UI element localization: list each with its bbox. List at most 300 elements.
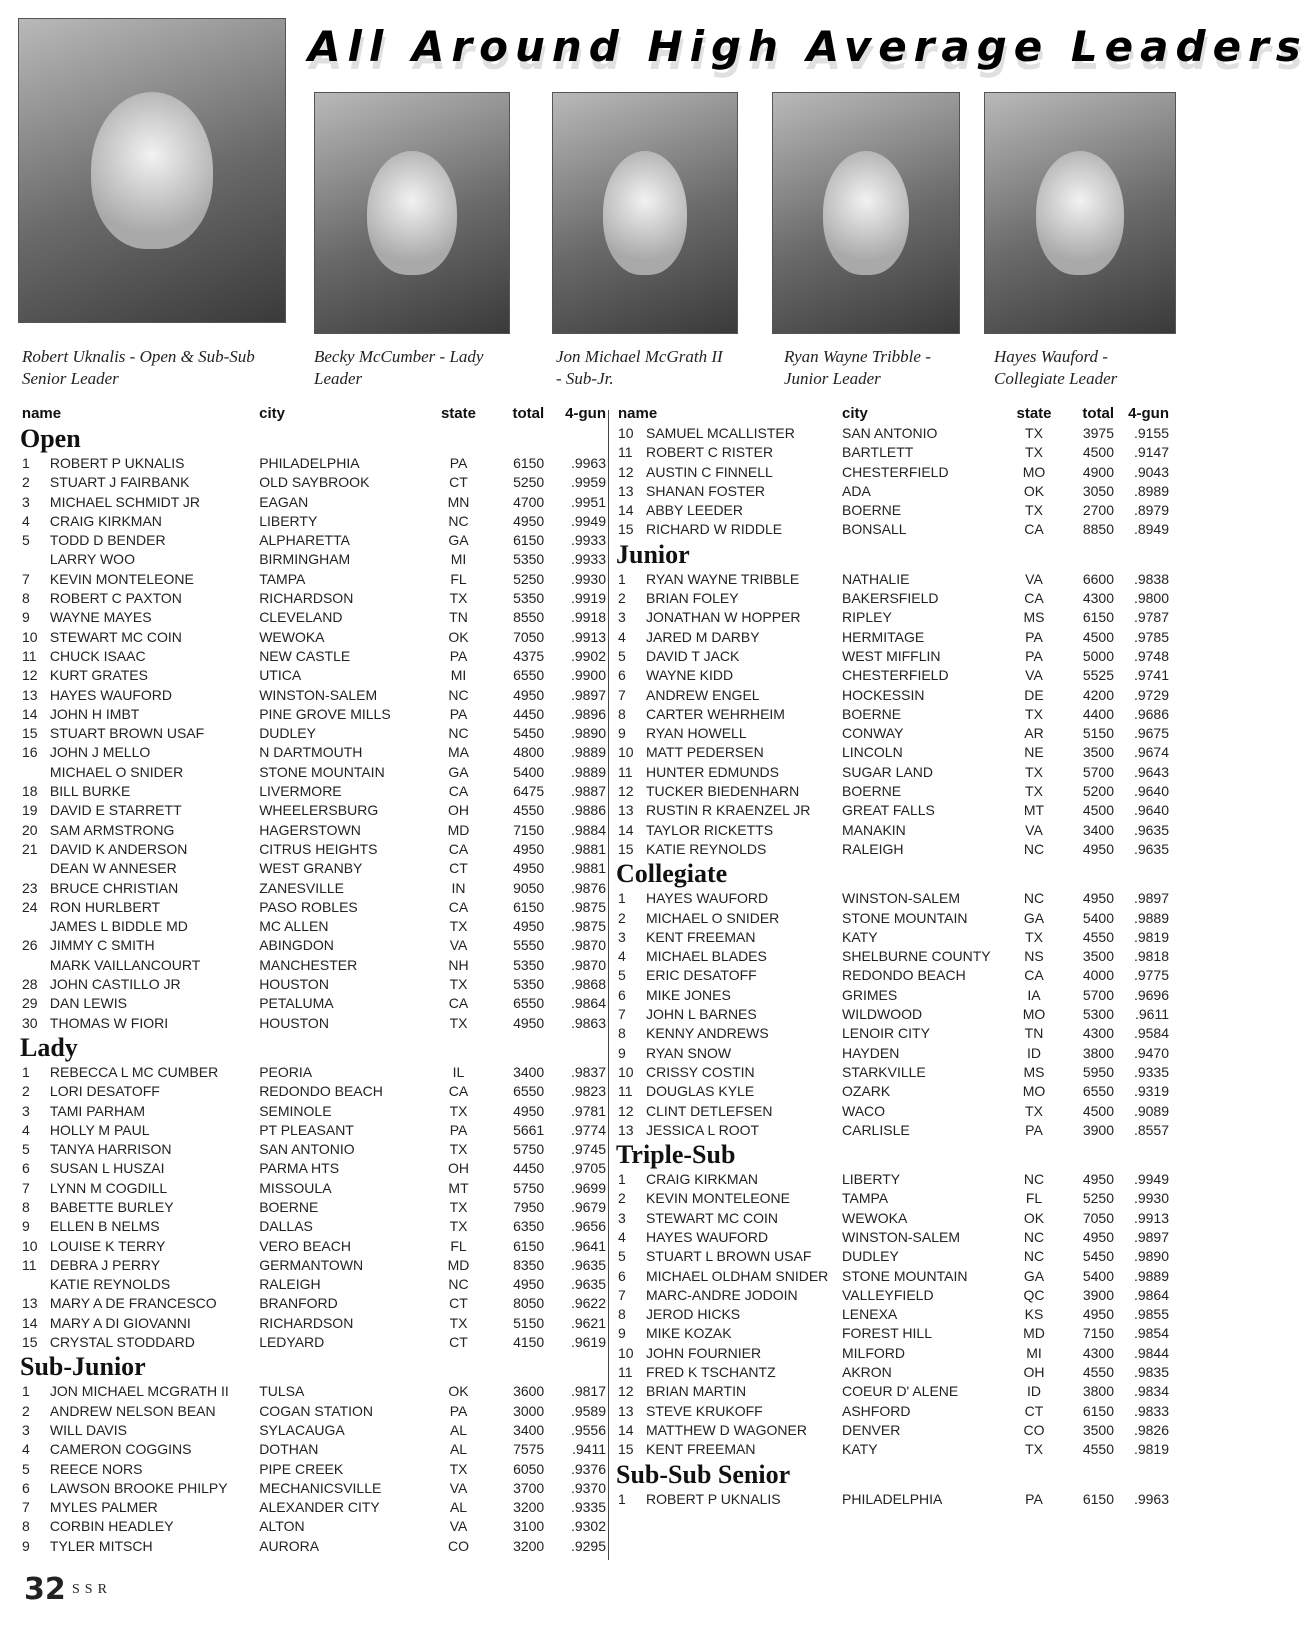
left-results-column	[20, 404, 606, 1556]
state: MO	[1022, 1083, 1046, 1100]
four-gun-average: .9411	[572, 1441, 606, 1458]
competitor-name: LARRY WOO	[49, 551, 135, 568]
section-title: Sub-Junior	[20, 1352, 146, 1382]
city: RALEIGH	[842, 840, 904, 857]
table-row	[616, 1305, 1176, 1324]
state: VA	[1025, 821, 1043, 838]
total-targets: 4700	[513, 493, 545, 510]
rank: 14	[618, 1421, 634, 1438]
caption-hayes-wauford: Hayes Wauford - Collegiate Leader	[994, 347, 1118, 388]
table-row	[20, 550, 606, 569]
four-gun-average: .9933	[570, 551, 606, 568]
four-gun-average: .9835	[1133, 1364, 1169, 1381]
table-row	[20, 1237, 606, 1256]
state: IL	[452, 1063, 465, 1080]
total-targets: 5950	[1082, 1063, 1114, 1080]
state: IN	[451, 879, 466, 896]
city: MISSOULA	[259, 1179, 332, 1196]
four-gun-average: .9876	[570, 879, 606, 896]
four-gun-average: .9913	[1133, 1209, 1169, 1226]
competitor-name: KEVIN MONTELEONE	[49, 570, 194, 587]
state: FL	[450, 1237, 467, 1254]
city: DUDLEY	[842, 1248, 899, 1265]
four-gun-average: .9949	[1133, 1171, 1169, 1188]
caption-ryan-wayne-tribble: Ryan Wayne Tribble - Junior Leader	[784, 347, 931, 388]
competitor-name: JOHN L BARNES	[646, 1006, 757, 1023]
table-row	[616, 724, 1176, 743]
total-targets: 3500	[1082, 948, 1114, 965]
four-gun-average: .9785	[1133, 628, 1169, 645]
total-targets: 4950	[1082, 1171, 1114, 1188]
state: DE	[1024, 686, 1044, 703]
state: NH	[448, 956, 469, 973]
header-city: city	[842, 405, 868, 422]
state: TX	[449, 1014, 468, 1031]
city: BARTLETT	[842, 444, 914, 461]
total-targets: 5400	[1082, 1267, 1114, 1284]
total-targets: 7050	[1082, 1209, 1114, 1226]
competitor-name: KENNY ANDREWS	[646, 1025, 769, 1042]
state: TX	[449, 1218, 468, 1235]
four-gun-average: .9470	[1133, 1044, 1169, 1061]
state: VA	[449, 937, 468, 954]
state: CO	[1023, 1421, 1045, 1438]
table-row	[616, 608, 1176, 627]
total-targets: 5250	[513, 570, 545, 587]
total-targets: 4550	[1082, 1441, 1114, 1458]
state: FL	[1025, 1190, 1043, 1207]
rank: 15	[618, 1441, 634, 1458]
total-targets: 3600	[513, 1383, 545, 1400]
competitor-name: JEROD HICKS	[646, 1306, 741, 1323]
competitor-name: REECE NORS	[49, 1460, 143, 1477]
rank: 5	[22, 532, 30, 549]
table-row	[616, 1286, 1176, 1305]
city: AKRON	[842, 1364, 892, 1381]
table-row	[616, 986, 1176, 1005]
four-gun-average: .8979	[1133, 502, 1169, 519]
competitor-name: TAYLOR RICKETTS	[646, 821, 774, 838]
competitor-name: DAVID T JACK	[646, 647, 740, 664]
photo-ryan-wayne-tribble	[772, 92, 960, 334]
header-city: city	[259, 405, 285, 422]
four-gun-average: .9155	[1133, 425, 1169, 441]
total-targets: 5700	[1082, 986, 1114, 1003]
state: MO	[1022, 1006, 1046, 1023]
rank: 24	[22, 898, 38, 915]
competitor-name: SAM ARMSTRONG	[49, 821, 175, 838]
state: TX	[449, 1460, 468, 1477]
competitor-name: HUNTER EDMUNDS	[646, 763, 779, 780]
state: MD	[447, 821, 470, 838]
rank: 21	[22, 840, 38, 857]
rank: 20	[22, 821, 38, 838]
rank: 28	[22, 976, 38, 993]
section-title: Open	[20, 424, 81, 453]
four-gun-average: .9897	[570, 686, 606, 703]
state: CA	[448, 840, 469, 857]
table-row	[20, 1537, 606, 1556]
total-targets: 6550	[513, 995, 545, 1012]
total-targets: 4950	[513, 512, 545, 529]
rank: 9	[618, 725, 626, 742]
table-row	[616, 1005, 1176, 1024]
table-row	[20, 917, 606, 936]
competitor-name: CHUCK ISAAC	[49, 647, 146, 664]
city: ALEXANDER CITY	[259, 1499, 380, 1516]
total-targets: 8550	[513, 609, 545, 626]
total-targets: 6550	[513, 1083, 545, 1100]
total-targets: 5661	[513, 1121, 545, 1138]
four-gun-average: .9838	[1133, 570, 1169, 587]
four-gun-average: .9833	[1133, 1402, 1169, 1419]
total-targets: 4500	[1082, 1102, 1114, 1119]
four-gun-average: .9335	[570, 1499, 606, 1516]
competitor-name: MICHAEL OLDHAM SNIDER	[646, 1267, 829, 1284]
competitor-name: SUSAN L HUSZAI	[49, 1160, 165, 1177]
city: HERMITAGE	[842, 628, 925, 645]
state: TX	[1025, 928, 1043, 945]
competitor-name: CAMERON COGGINS	[49, 1441, 192, 1458]
city: TULSA	[259, 1383, 305, 1400]
four-gun-average: .9635	[570, 1256, 606, 1273]
four-gun-average: .9930	[1133, 1190, 1169, 1207]
total-targets: 6050	[513, 1460, 545, 1477]
four-gun-average: .9774	[570, 1121, 606, 1138]
competitor-name: TUCKER BIEDENHARN	[646, 783, 800, 800]
photo-robert-uknalis	[18, 18, 286, 323]
city: SHELBURNE COUNTY	[842, 948, 991, 965]
state: TN	[449, 609, 468, 626]
rank: 13	[618, 802, 634, 819]
state: TX	[1025, 783, 1043, 800]
magazine-name: SSR	[72, 1582, 112, 1597]
rank: 14	[22, 705, 38, 722]
total-targets: 3975	[1082, 425, 1114, 441]
rank: 14	[618, 502, 634, 519]
competitor-name: MARC-ANDRE JODOIN	[646, 1286, 798, 1303]
total-targets: 4950	[513, 1276, 545, 1293]
state: MD	[1023, 1325, 1045, 1342]
table-row	[20, 608, 606, 627]
total-targets: 4450	[513, 1160, 545, 1177]
rank: 3	[618, 609, 626, 626]
competitor-name: ROBERT P UKNALIS	[646, 1490, 781, 1507]
total-targets: 6150	[513, 455, 545, 471]
city: BRANFORD	[259, 1295, 338, 1312]
total-targets: 4375	[513, 647, 545, 664]
rank: 9	[22, 1218, 30, 1235]
city: PHILADELPHIA	[842, 1490, 943, 1507]
competitor-name: JON MICHAEL MCGRATH II	[49, 1383, 229, 1400]
table-row	[20, 705, 606, 724]
four-gun-average: .9335	[1133, 1063, 1169, 1080]
state: TX	[449, 1102, 468, 1119]
state: MS	[1023, 609, 1045, 626]
total-targets: 5550	[513, 937, 545, 954]
city: LIBERTY	[842, 1171, 901, 1188]
competitor-name: ERIC DESATOFF	[646, 967, 757, 984]
four-gun-average: .9930	[570, 570, 606, 587]
rank: 12	[618, 783, 634, 800]
total-targets: 5250	[513, 474, 545, 491]
competitor-name: JONATHAN W HOPPER	[646, 609, 801, 626]
state: VA	[1025, 570, 1043, 587]
table-row	[616, 1490, 1176, 1509]
four-gun-average: .9918	[570, 609, 606, 626]
portrait-face	[91, 92, 213, 250]
state: AL	[449, 1499, 468, 1516]
city: NEW CASTLE	[259, 647, 351, 664]
table-row	[20, 589, 606, 608]
state: MI	[450, 551, 467, 568]
city: PASO ROBLES	[259, 898, 358, 915]
city: ZANESVILLE	[259, 879, 345, 896]
state: AR	[1024, 725, 1044, 742]
state: PA	[1025, 628, 1043, 645]
four-gun-average: .9376	[570, 1460, 606, 1477]
four-gun-average: .9640	[1133, 802, 1169, 819]
four-gun-average: .9884	[570, 821, 606, 838]
state: NC	[448, 686, 469, 703]
competitor-name: LORI DESATOFF	[49, 1083, 160, 1100]
city: BOERNE	[842, 783, 902, 800]
total-targets: 3500	[1082, 744, 1114, 761]
table-row	[20, 1014, 606, 1033]
competitor-name: RYAN WAYNE TRIBBLE	[646, 570, 800, 587]
city: PT PLEASANT	[259, 1121, 354, 1138]
rank: 26	[22, 937, 38, 954]
table-row	[616, 909, 1176, 928]
total-targets: 5350	[513, 590, 545, 607]
competitor-name: LAWSON BROOKE PHILPY	[49, 1479, 228, 1496]
state: TN	[1024, 1025, 1044, 1042]
state: PA	[449, 647, 468, 664]
table-row	[616, 589, 1176, 608]
four-gun-average: .9295	[570, 1537, 606, 1554]
city: HAGERSTOWN	[259, 821, 361, 838]
four-gun-average: .8989	[1133, 482, 1169, 499]
state: MS	[1023, 1063, 1045, 1080]
table-row	[616, 443, 1176, 462]
table-row	[20, 898, 606, 917]
city: WINSTON-SALEM	[842, 890, 960, 907]
table-row	[616, 947, 1176, 966]
rank: 3	[22, 493, 30, 510]
table-row	[20, 531, 606, 550]
state: CA	[448, 898, 469, 915]
state: CT	[449, 1334, 468, 1351]
state: ID	[1027, 1383, 1041, 1400]
rank: 2	[618, 1190, 626, 1207]
city: DUDLEY	[259, 725, 316, 742]
table-row	[616, 520, 1176, 539]
table-row	[20, 1314, 606, 1333]
competitor-name: TAMI PARHAM	[49, 1102, 146, 1119]
total-targets: 4950	[1082, 1306, 1114, 1323]
four-gun-average: .9611	[1135, 1006, 1169, 1023]
city: WILDWOOD	[842, 1006, 923, 1023]
competitor-name: MIKE JONES	[646, 986, 731, 1003]
table-row	[616, 966, 1176, 985]
total-targets: 8050	[513, 1295, 545, 1312]
competitor-name: MICHAEL O SNIDER	[646, 909, 780, 926]
total-targets: 4550	[513, 802, 545, 819]
four-gun-average: .9319	[1133, 1083, 1169, 1100]
state: KS	[1024, 1306, 1044, 1323]
rank: 14	[618, 821, 634, 838]
competitor-name: CRAIG KIRKMAN	[646, 1171, 759, 1188]
four-gun-average: .9619	[570, 1334, 606, 1351]
competitor-name: RYAN HOWELL	[646, 725, 747, 742]
right-sections	[616, 424, 1176, 1509]
table-row	[20, 1402, 606, 1421]
competitor-name: BABETTE BURLEY	[49, 1198, 174, 1215]
four-gun-average: .9370	[570, 1479, 606, 1496]
state: MI	[1026, 1344, 1042, 1361]
state: MA	[448, 744, 470, 761]
rank: 9	[618, 1325, 626, 1342]
four-gun-average: .8557	[1133, 1121, 1169, 1138]
competitor-name: CRISSY COSTIN	[646, 1063, 755, 1080]
state: NC	[1023, 1248, 1045, 1265]
city: CHESTERFIELD	[842, 463, 949, 480]
table-row	[616, 1421, 1176, 1440]
state: MT	[448, 1179, 469, 1196]
table-row	[20, 1140, 606, 1159]
state: CT	[449, 860, 468, 877]
competitor-name: TANYA HARRISON	[49, 1141, 172, 1158]
rank: 13	[22, 1295, 38, 1312]
city: PINE GROVE MILLS	[259, 705, 391, 722]
rank: 9	[22, 609, 30, 626]
competitor-name: JAMES L BIDDLE MD	[49, 918, 188, 935]
total-targets: 7575	[513, 1441, 545, 1458]
state: NS	[1024, 948, 1044, 965]
total-targets: 6150	[513, 898, 545, 915]
table-row	[616, 1228, 1176, 1247]
four-gun-average: .9696	[1133, 986, 1169, 1003]
competitor-name: ROBERT P UKNALIS	[49, 455, 185, 471]
rank	[20, 859, 50, 878]
city: LINCOLN	[842, 744, 903, 761]
table-row	[616, 1363, 1176, 1382]
state: MI	[450, 667, 467, 684]
section-title: Collegiate	[616, 859, 728, 889]
competitor-name: HOLLY M PAUL	[49, 1121, 150, 1138]
state: CT	[1024, 1402, 1044, 1419]
rank: 11	[22, 1256, 37, 1273]
four-gun-average: .9584	[1133, 1025, 1169, 1042]
header-state: state	[1016, 405, 1052, 422]
four-gun-average: .9959	[570, 474, 606, 491]
rank: 11	[618, 1083, 633, 1100]
four-gun-average: .9875	[570, 898, 606, 915]
total-targets: 5400	[513, 763, 545, 780]
table-row	[616, 463, 1176, 482]
table-row	[616, 424, 1176, 443]
total-targets: 5300	[1082, 1006, 1114, 1023]
four-gun-average: .9699	[570, 1179, 606, 1196]
rank: 1	[22, 1063, 30, 1080]
competitor-name: WAYNE MAYES	[49, 609, 152, 626]
city: TAMPA	[842, 1190, 889, 1207]
table-row	[20, 1294, 606, 1313]
rank: 1	[618, 570, 626, 587]
table-row	[616, 1024, 1176, 1043]
rank: 7	[618, 1286, 626, 1303]
rank: 30	[22, 1014, 38, 1031]
photo-hayes-wauford	[984, 92, 1176, 334]
table-row	[616, 1324, 1176, 1343]
four-gun-average: .9875	[570, 918, 606, 935]
city: TAMPA	[259, 570, 306, 587]
state: PA	[1025, 1490, 1043, 1507]
four-gun-average: .9556	[570, 1421, 606, 1438]
left-sections	[20, 424, 606, 1556]
city: WINSTON-SALEM	[259, 686, 378, 703]
four-gun-average: .9870	[570, 937, 606, 954]
rank: 15	[618, 521, 634, 538]
rank: 5	[618, 647, 626, 664]
table-row	[616, 647, 1176, 666]
four-gun-average: .9890	[1133, 1248, 1169, 1265]
rank: 10	[618, 1063, 634, 1080]
city: NATHALIE	[842, 570, 910, 587]
state: MO	[1022, 463, 1046, 480]
four-gun-average: .9640	[1133, 783, 1169, 800]
table-row	[20, 763, 606, 782]
city: MANAKIN	[842, 821, 906, 838]
city: SUGAR LAND	[842, 763, 934, 780]
state: PA	[449, 455, 468, 471]
total-targets: 5750	[513, 1141, 545, 1158]
state: TX	[449, 1314, 468, 1331]
total-targets: 4950	[513, 1014, 545, 1031]
city: WACO	[842, 1102, 886, 1119]
competitor-name: KENT FREEMAN	[646, 1441, 756, 1458]
city: MILFORD	[842, 1344, 905, 1361]
city: CLEVELAND	[259, 609, 343, 626]
total-targets: 7150	[513, 821, 545, 838]
state: GA	[448, 532, 469, 549]
state: OH	[448, 1160, 470, 1177]
rank: 5	[618, 1248, 626, 1265]
state: TX	[449, 1198, 468, 1215]
city: RICHARDSON	[259, 1314, 354, 1331]
total-targets: 4950	[513, 860, 545, 877]
city: CHESTERFIELD	[842, 667, 949, 684]
city: LEDYARD	[259, 1334, 325, 1351]
state: TX	[1025, 425, 1043, 441]
state: NC	[1023, 1171, 1045, 1188]
table-row	[20, 994, 606, 1013]
city: PARMA HTS	[259, 1160, 340, 1177]
rank	[20, 956, 50, 975]
state: NC	[448, 512, 469, 529]
rank: 6	[22, 1479, 30, 1496]
total-targets: 4300	[1082, 590, 1114, 607]
state: NC	[1023, 890, 1045, 907]
competitor-name: STEWART MC COIN	[49, 628, 182, 645]
total-targets: 6475	[513, 783, 545, 800]
competitor-name: BILL BURKE	[49, 783, 131, 800]
table-row	[20, 1479, 606, 1498]
caption-jon-michael-mcgrath: Jon Michael McGrath II - Sub-Jr.	[556, 347, 723, 388]
rank: 10	[22, 1237, 38, 1254]
four-gun-average: .9775	[1133, 967, 1169, 984]
state: TX	[449, 918, 468, 935]
